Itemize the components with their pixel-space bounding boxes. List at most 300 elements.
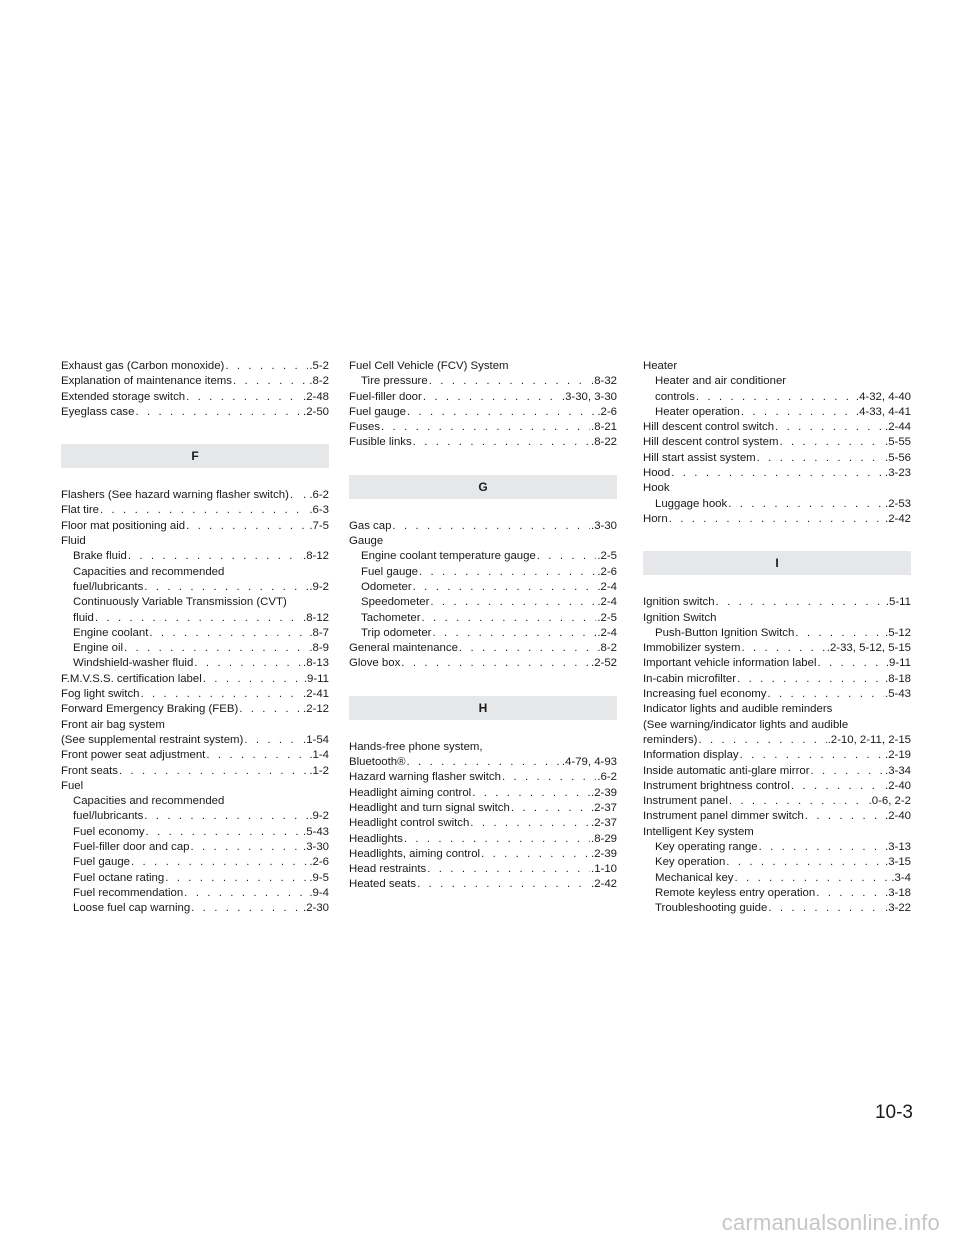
entry-term: Horn	[643, 512, 668, 525]
entry-page-ref: .9-2	[309, 810, 329, 823]
entry-term: Loose fuel cap warning	[73, 902, 191, 915]
entry-term: General maintenance	[349, 642, 458, 655]
section-letter-heading: F	[61, 444, 329, 468]
entry-page-ref: .2-40	[885, 779, 911, 792]
dot-leader	[671, 466, 884, 481]
dot-leader	[459, 641, 596, 656]
index-entry	[643, 466, 911, 481]
dot-leader	[186, 390, 302, 405]
dot-leader	[726, 855, 884, 870]
index-heading: Intelligent Key system	[643, 825, 754, 838]
entry-page-ref: .2-12	[303, 703, 329, 716]
entry-page-ref: .2-37	[591, 801, 617, 814]
dot-leader	[816, 886, 884, 901]
entry-page-ref: .4-32, 4-40	[855, 390, 911, 403]
entry-term: Odometer	[361, 580, 412, 593]
entry-term: F.M.V.S.S. certification label	[61, 672, 202, 685]
dot-leader	[768, 901, 884, 916]
entry-term: Hill descent control system	[643, 436, 779, 449]
dot-leader	[429, 374, 590, 389]
index-subheading: Capacities and recommended	[73, 565, 225, 578]
index-entry	[643, 672, 911, 687]
entry-term: controls	[655, 390, 695, 403]
dot-leader	[696, 390, 855, 405]
dot-leader	[759, 840, 884, 855]
entry-page-ref: .5-43	[303, 825, 329, 838]
entry-page-ref: .2-5	[597, 611, 617, 624]
dot-leader	[430, 595, 596, 610]
entry-term: Heater operation	[655, 405, 740, 418]
dot-leader	[407, 405, 596, 420]
entry-page-ref: .2-48	[303, 390, 329, 403]
entry-term: Headlights, aiming control	[349, 847, 481, 860]
dot-leader	[186, 519, 308, 534]
entry-page-ref: .1-10	[591, 863, 617, 876]
index-entry	[643, 641, 911, 656]
index-heading: Ignition Switch	[643, 611, 717, 624]
dot-leader	[135, 405, 302, 420]
entry-page-ref: .3-30	[303, 841, 329, 854]
dot-leader	[741, 641, 825, 656]
entry-term: Instrument panel	[643, 795, 728, 808]
index-entry	[61, 405, 329, 420]
entry-term: Brake fluid	[73, 550, 127, 563]
entry-page-ref: .2-44	[885, 421, 911, 434]
dot-leader	[729, 794, 868, 809]
entry-term: Fuel gauge	[361, 565, 418, 578]
entry-page-ref: .2-4	[597, 596, 617, 609]
entry-term: Head restraints	[349, 863, 427, 876]
dot-leader	[203, 672, 303, 687]
index-entry	[61, 519, 329, 534]
index-heading: Hook	[643, 482, 670, 495]
dot-leader	[481, 847, 590, 862]
entry-page-ref: .6-3	[309, 504, 329, 517]
index-entry	[643, 451, 911, 466]
entry-term: fluid	[73, 611, 94, 624]
entry-term: Ignition switch	[643, 596, 715, 609]
entry-term: Front seats	[61, 764, 118, 777]
entry-page-ref: .2-10, 2-11, 2-15	[827, 733, 911, 746]
index-subheading: Heater and air conditioner	[655, 375, 787, 388]
entry-page-ref: .3-4	[891, 871, 911, 884]
dot-leader	[669, 512, 884, 527]
dot-leader	[392, 519, 590, 534]
index-entry	[61, 672, 329, 687]
dot-leader	[767, 687, 884, 702]
index-subentry	[61, 855, 329, 870]
index-subentry	[61, 656, 329, 671]
entry-term: In-cabin microfilter	[643, 672, 737, 685]
entry-term: Heated seats	[349, 878, 417, 891]
index-entry	[643, 420, 911, 435]
index-subentry	[643, 405, 911, 420]
entry-page-ref: .2-39	[591, 786, 617, 799]
index-subentry	[61, 611, 329, 626]
dot-leader	[165, 871, 308, 886]
index-subentry	[349, 595, 617, 610]
index-subentry	[349, 565, 617, 580]
entry-page-ref: .2-50	[303, 405, 329, 418]
dot-leader	[233, 374, 308, 389]
entry-term: fuel/lubricants	[73, 580, 144, 593]
index-entry	[349, 656, 617, 671]
dot-leader	[419, 565, 596, 580]
entry-page-ref: .2-6	[309, 856, 329, 869]
index-entry	[349, 847, 617, 862]
dot-leader	[470, 816, 590, 831]
entry-page-ref: .2-40	[885, 810, 911, 823]
index-subentry	[349, 374, 617, 389]
index-entry	[61, 748, 329, 763]
entry-page-ref: .8-22	[591, 436, 617, 449]
index-entry	[349, 420, 617, 435]
entry-page-ref: .8-13	[303, 657, 329, 670]
entry-term: Headlight and turn signal switch	[349, 801, 510, 814]
entry-page-ref: .9-5	[309, 871, 329, 884]
entry-page-ref: .8-32	[591, 375, 617, 388]
dot-leader	[131, 855, 308, 870]
index-entry	[643, 764, 911, 779]
entry-term: Windshield-washer fluid	[73, 657, 194, 670]
dot-leader	[404, 832, 590, 847]
entry-term: Headlights	[349, 832, 403, 845]
entry-term: Engine oil	[73, 642, 124, 655]
entry-page-ref: .9-11	[303, 672, 329, 685]
entry-page-ref: .2-42	[885, 512, 911, 525]
entry-term: Fuel octane rating	[73, 871, 165, 884]
index-entry	[349, 801, 617, 816]
index-entry	[349, 519, 617, 534]
entry-page-ref: .2-5	[597, 550, 617, 563]
entry-page-ref: .5-12	[885, 626, 911, 639]
entry-page-ref: .8-12	[303, 611, 329, 624]
index-entry	[61, 503, 329, 518]
entry-term: Fusible links	[349, 436, 412, 449]
entry-term: Gas cap	[349, 519, 392, 532]
index-subheading: Continuously Variable Transmission (CVT)	[73, 596, 287, 609]
entry-page-ref: .4-33, 4-41	[855, 405, 911, 418]
dot-leader	[817, 656, 884, 671]
entry-page-ref: .8-9	[309, 642, 329, 655]
entry-term: (See supplemental restraint system)	[61, 733, 244, 746]
index-subheading: Capacities and recommended	[73, 795, 225, 808]
entry-page-ref: .0-6, 2-2	[868, 795, 911, 808]
entry-term: Exhaust gas (Carbon monoxide)	[61, 360, 225, 372]
dot-leader	[290, 488, 302, 503]
index-subentry	[61, 825, 329, 840]
dot-leader	[423, 390, 561, 405]
entry-term: Immobilizer system	[643, 642, 741, 655]
entry-term: Fuel recommendation	[73, 886, 184, 899]
entry-page-ref: .4-79, 4-93	[561, 756, 617, 769]
index-subentry	[349, 626, 617, 641]
dot-leader	[735, 871, 891, 886]
entry-term: Mechanical key	[655, 871, 734, 884]
index-entry	[643, 809, 911, 824]
dot-leader	[795, 626, 884, 641]
entry-page-ref: .7-5	[309, 519, 329, 532]
dot-leader	[716, 595, 885, 610]
entry-page-ref: .2-6	[597, 565, 617, 578]
entry-page-ref: .3-23	[885, 467, 911, 480]
index-subentry	[61, 580, 329, 595]
index-entry	[61, 488, 329, 503]
index-subentry	[349, 611, 617, 626]
entry-term: Increasing fuel economy	[643, 688, 767, 701]
index-column-2	[349, 359, 617, 893]
dot-leader	[191, 901, 302, 916]
index-entry	[61, 733, 329, 748]
entry-page-ref: .3-30	[591, 519, 617, 532]
index-entry	[643, 512, 911, 527]
dot-leader	[141, 687, 303, 702]
entry-term: Engine coolant temperature gauge	[361, 550, 536, 563]
index-entry	[349, 786, 617, 801]
index-heading: Fuel Cell Vehicle (FCV) System	[349, 360, 509, 372]
dot-leader	[206, 748, 308, 763]
entry-page-ref: .2-52	[591, 657, 617, 670]
index-entry	[349, 770, 617, 785]
entry-term: Forward Emergency Braking (FEB)	[61, 703, 239, 716]
dot-leader	[779, 435, 884, 450]
entry-term: Eyeglass case	[61, 405, 135, 418]
index-subentry	[643, 901, 911, 916]
dot-leader	[119, 764, 308, 779]
dot-leader	[791, 779, 884, 794]
index-heading: Fuel	[61, 779, 84, 792]
entry-page-ref: .3-13	[885, 841, 911, 854]
entry-term: Flat tire	[61, 504, 99, 517]
entry-page-ref: .1-4	[309, 749, 329, 762]
index-subentry	[61, 641, 329, 656]
entry-page-ref: .8-2	[597, 642, 617, 655]
entry-page-ref: .6-2	[597, 771, 617, 784]
entry-term: Trip odometer	[361, 626, 432, 639]
entry-term: Headlight control switch	[349, 817, 470, 830]
index-entry	[61, 359, 329, 374]
entry-term: Glove box	[349, 657, 401, 670]
entry-page-ref: .2-30	[303, 902, 329, 915]
index-entry	[349, 755, 617, 770]
index-entry	[349, 641, 617, 656]
index-entry	[61, 702, 329, 717]
dot-leader	[422, 611, 597, 626]
dot-leader	[128, 549, 302, 564]
index-heading: Fluid	[61, 535, 86, 548]
entry-page-ref: .5-56	[885, 451, 911, 464]
entry-page-ref: .2-33, 5-12, 5-15	[826, 642, 911, 655]
dot-leader	[239, 702, 302, 717]
dot-leader	[191, 840, 303, 855]
section-letter-heading: H	[349, 696, 617, 720]
dot-leader	[144, 809, 308, 824]
index-heading: (See warning/indicator lights and audible	[643, 718, 849, 731]
dot-leader	[144, 580, 308, 595]
entry-page-ref: .2-4	[597, 580, 617, 593]
index-subentry	[61, 871, 329, 886]
index-subentry	[643, 497, 911, 512]
entry-page-ref: .2-19	[885, 749, 911, 762]
index-entry	[643, 595, 911, 610]
entry-term: Fuel-filler door and cap	[73, 841, 190, 854]
dot-leader	[741, 405, 855, 420]
entry-page-ref: .2-42	[591, 878, 617, 891]
index-entry	[61, 687, 329, 702]
entry-page-ref: .3-18	[885, 886, 911, 899]
entry-term: Headlight aiming control	[349, 786, 472, 799]
index-heading: Hands-free phone system,	[349, 740, 483, 753]
dot-leader	[124, 641, 308, 656]
index-subentry	[643, 390, 911, 405]
index-entry	[643, 687, 911, 702]
dot-leader	[194, 656, 302, 671]
entry-page-ref: .2-4	[597, 626, 617, 639]
entry-term: Explanation of maintenance items	[61, 375, 232, 388]
entry-term: Hill descent control switch	[643, 421, 775, 434]
entry-term: Push-Button Ignition Switch	[655, 626, 795, 639]
dot-leader	[225, 359, 308, 374]
index-entry	[643, 794, 911, 809]
entry-term: Speedometer	[361, 596, 430, 609]
entry-term: Instrument panel dimmer switch	[643, 810, 804, 823]
index-column-1	[61, 359, 329, 917]
dot-leader	[381, 420, 590, 435]
entry-term: Fog light switch	[61, 688, 140, 701]
entry-term: Fuel economy	[73, 825, 145, 838]
dot-leader	[413, 580, 597, 595]
entry-page-ref: .2-53	[885, 497, 911, 510]
entry-page-ref: .5-11	[885, 596, 911, 609]
index-entry	[349, 390, 617, 405]
entry-term: Front power seat adjustment	[61, 749, 206, 762]
index-entry	[349, 816, 617, 831]
index-heading: Front air bag system	[61, 718, 165, 731]
entry-term: Hill start assist system	[643, 451, 756, 464]
index-entry	[349, 862, 617, 877]
entry-page-ref: .2-37	[591, 817, 617, 830]
entry-page-ref: .2-41	[303, 688, 329, 701]
index-subentry	[61, 549, 329, 564]
index-entry	[643, 435, 911, 450]
dot-leader	[775, 420, 884, 435]
entry-term: Key operation	[655, 856, 726, 869]
entry-term: Fuel gauge	[349, 405, 406, 418]
dot-leader	[417, 877, 590, 892]
dot-leader	[427, 862, 590, 877]
entry-term: Tire pressure	[361, 375, 428, 388]
site-watermark: carmanualsonline.info	[721, 1210, 940, 1235]
dot-leader	[511, 801, 590, 816]
entry-page-ref: .8-12	[303, 550, 329, 563]
index-entry	[643, 779, 911, 794]
index-entry	[349, 435, 617, 450]
entry-page-ref: .8-29	[591, 832, 617, 845]
dot-leader	[740, 748, 884, 763]
index-subentry	[643, 840, 911, 855]
dot-leader	[407, 755, 561, 770]
dot-leader	[805, 809, 884, 824]
index-entry	[349, 832, 617, 847]
dot-leader	[244, 733, 302, 748]
entry-term: Floor mat positioning aid	[61, 519, 186, 532]
entry-term: Information display	[643, 749, 739, 762]
entry-page-ref: .8-18	[885, 672, 911, 685]
index-column-3	[643, 359, 911, 917]
entry-term: Hood	[643, 467, 671, 480]
dot-leader	[146, 825, 302, 840]
entry-page-ref: .2-6	[597, 405, 617, 418]
entry-page-ref: .5-55	[885, 436, 911, 449]
dot-leader	[149, 626, 308, 641]
dot-leader	[537, 549, 597, 564]
entry-term: Tachometer	[361, 611, 421, 624]
entry-term: Fuel gauge	[73, 856, 130, 869]
entry-page-ref: .8-21	[591, 421, 617, 434]
entry-term: Key operating range	[655, 841, 758, 854]
index-subentry	[643, 855, 911, 870]
entry-page-ref: .8-2	[309, 375, 329, 388]
entry-page-ref: .8-7	[309, 626, 329, 639]
index-subentry	[643, 871, 911, 886]
index-subentry	[643, 886, 911, 901]
entry-term: Instrument brightness control	[643, 779, 790, 792]
page-number: 10-3	[874, 1102, 913, 1123]
index-heading: Gauge	[349, 535, 384, 548]
index-entry	[349, 405, 617, 420]
dot-leader	[728, 497, 884, 512]
index-subentry	[61, 886, 329, 901]
entry-term: Troubleshooting guide	[655, 902, 768, 915]
index-subentry	[61, 840, 329, 855]
dot-leader	[502, 770, 596, 785]
entry-term: Fuses	[349, 421, 381, 434]
dot-leader	[413, 435, 590, 450]
entry-term: Extended storage switch	[61, 390, 186, 403]
entry-term: fuel/lubricants	[73, 810, 144, 823]
dot-leader	[100, 503, 308, 518]
entry-page-ref: .3-30, 3-30	[561, 390, 617, 403]
index-entry	[61, 390, 329, 405]
index-subentry	[61, 626, 329, 641]
index-heading: Heater	[643, 360, 678, 372]
entry-page-ref: . .6-2	[303, 489, 329, 502]
entry-page-ref: .5-2	[309, 360, 329, 372]
index-subentry	[61, 901, 329, 916]
entry-page-ref: .1-54	[303, 733, 329, 746]
entry-term: Fuel-filler door	[349, 390, 422, 403]
index-entry	[61, 374, 329, 389]
entry-term: reminders)	[643, 733, 698, 746]
entry-page-ref: .9-2	[309, 580, 329, 593]
entry-term: Important vehicle information label	[643, 657, 817, 670]
index-entry	[349, 877, 617, 892]
entry-term: Remote keyless entry operation	[655, 886, 816, 899]
entry-term: Luggage hook	[655, 497, 728, 510]
dot-leader	[811, 764, 885, 779]
dot-leader	[737, 672, 884, 687]
entry-page-ref: .1-2	[309, 764, 329, 777]
entry-page-ref: .9-4	[309, 886, 329, 899]
entry-term: Inside automatic anti-glare mirror	[643, 764, 810, 777]
section-letter-heading: G	[349, 475, 617, 499]
index-subentry	[349, 549, 617, 564]
dot-leader	[401, 656, 590, 671]
index-entry	[61, 764, 329, 779]
entry-term: Hazard warning flasher switch	[349, 771, 501, 784]
entry-page-ref: .3-15	[885, 856, 911, 869]
index-subentry	[643, 626, 911, 641]
